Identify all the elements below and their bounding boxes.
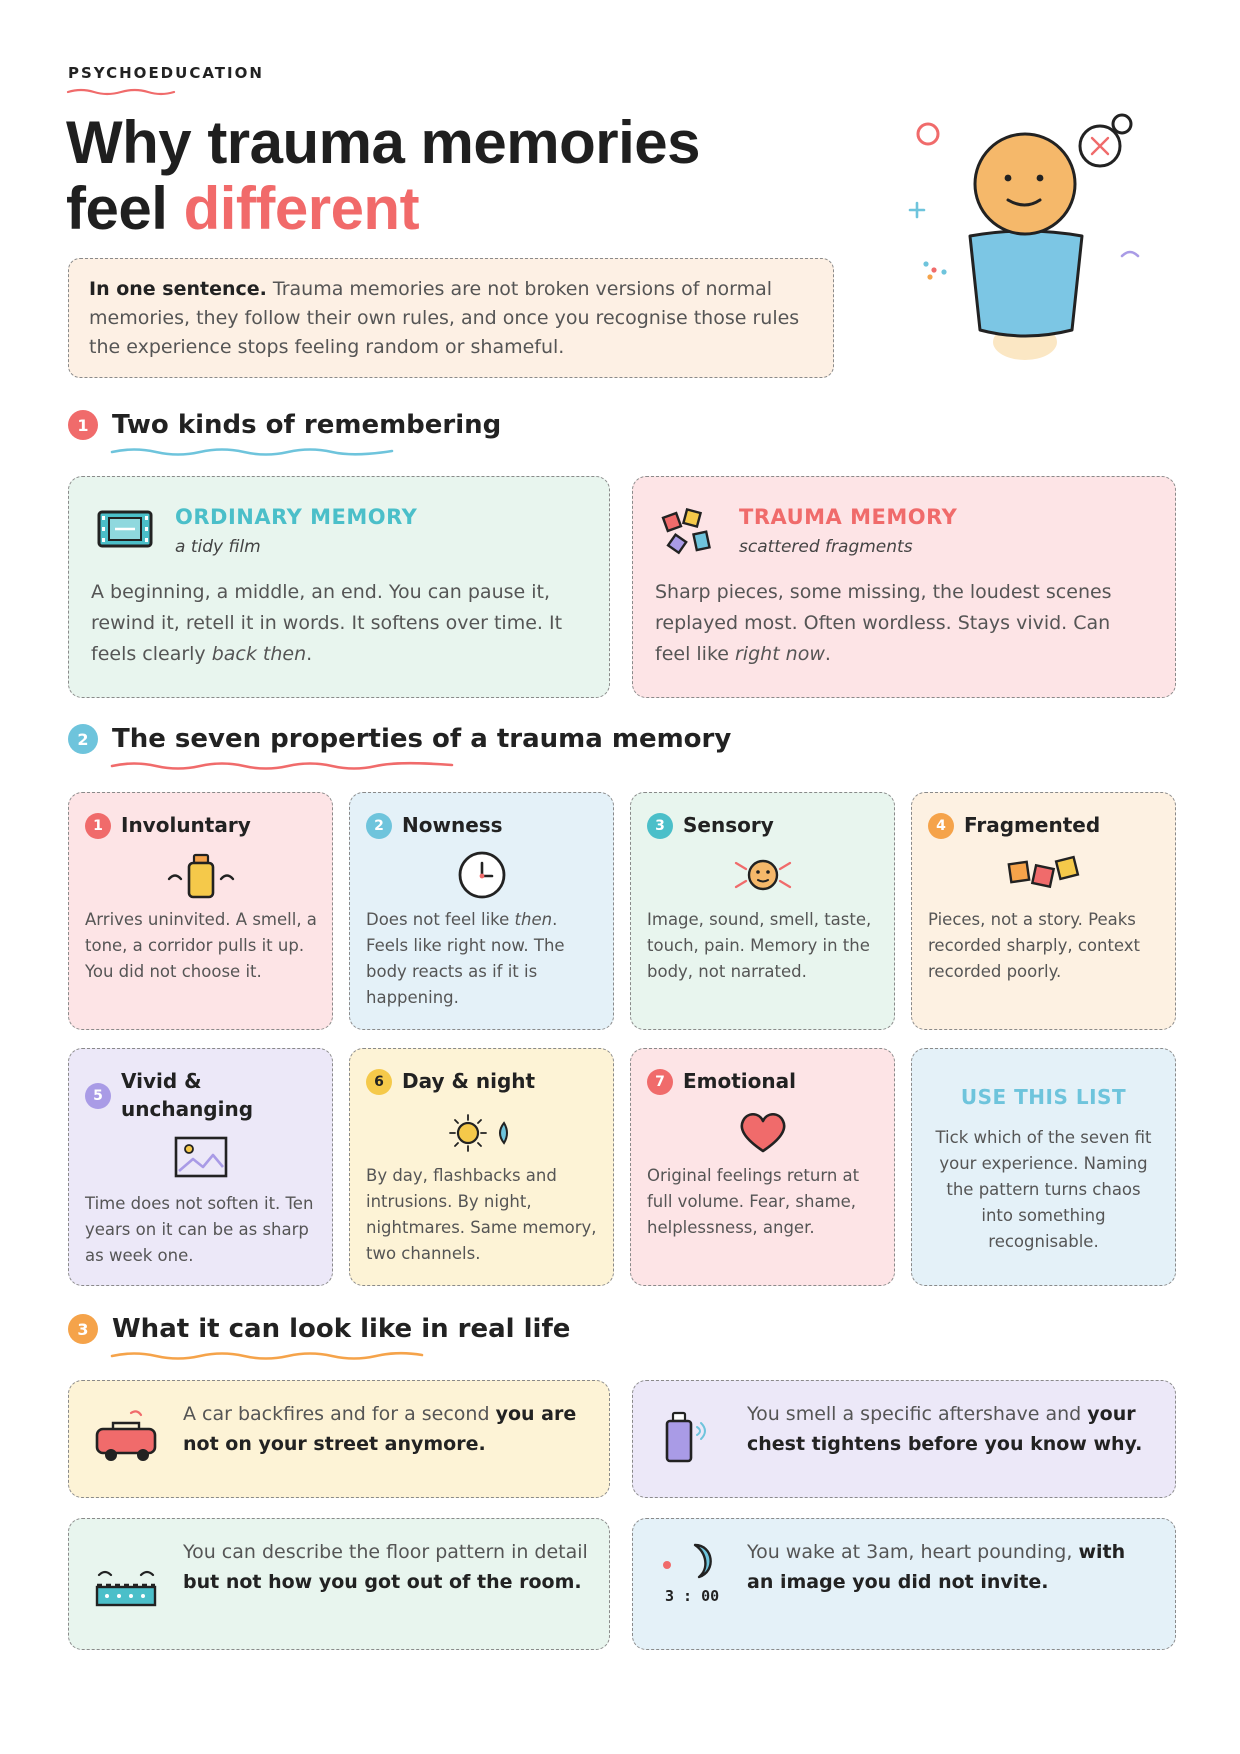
aftershave-icon — [655, 1409, 715, 1469]
property-description — [366, 907, 601, 1011]
trauma-memory-body — [655, 577, 1151, 670]
night-moon-icon — [655, 1539, 725, 1583]
property-card-sensory — [630, 792, 895, 1030]
section-2-underline — [110, 760, 454, 770]
picture-icon — [173, 1135, 229, 1179]
ordinary-memory-title: ORDINARY MEMORY — [175, 505, 418, 529]
example-text — [747, 1399, 1157, 1459]
property-number: 4 — [928, 813, 954, 839]
section-1-number: 1 — [68, 410, 98, 440]
property-number: 1 — [85, 813, 111, 839]
trauma-body-end: . — [824, 643, 831, 665]
trauma-memory-subtitle: scattered fragments — [739, 537, 913, 557]
section-1-header — [68, 410, 501, 440]
summary-text: Trauma memories are not broken versions of normal memories, they follow their own rules, and once you recognise those rules the experience stops feeling random or shameful. — [89, 278, 800, 358]
property-number: 6 — [366, 1069, 392, 1095]
pieces-icon — [1004, 851, 1084, 895]
example-card-aftershave — [632, 1380, 1176, 1498]
property-title: Day & night — [402, 1069, 536, 1093]
ordinary-memory-card — [68, 476, 610, 698]
property-number: 7 — [647, 1069, 673, 1095]
section-3-underline — [110, 1350, 424, 1360]
person-illustration — [880, 110, 1170, 380]
title-line-2 — [66, 176, 826, 242]
example-card-car — [68, 1380, 610, 1498]
film-icon — [97, 509, 153, 549]
section-3-number: 3 — [68, 1314, 98, 1344]
bottle-icon — [159, 851, 243, 901]
section-2-header — [68, 724, 731, 754]
example-plain: A car backfires and for a second — [183, 1403, 496, 1425]
property-description: Original feelings return at full volume. Fear, shame, helplessness, anger. — [647, 1166, 860, 1237]
property-card-emotional — [630, 1048, 895, 1286]
example-plain: You smell a specific aftershave and — [747, 1403, 1088, 1425]
use-list-title: USE THIS LIST — [960, 1085, 1127, 1109]
ordinary-body-end: . — [306, 643, 313, 665]
example-bold: but not how you got out of the room. — [183, 1571, 582, 1593]
property-description: Time does not soften it. Ten years on it can be as sharp as week one. — [85, 1194, 314, 1265]
title-plain: feel — [66, 175, 184, 242]
summary-box — [68, 258, 834, 378]
clock-time-label: 3 : 00 — [665, 1587, 720, 1605]
property-title: Involuntary — [121, 813, 251, 837]
property-card-nowness — [349, 792, 614, 1030]
property-card-vivid — [68, 1048, 333, 1286]
example-card-floor — [68, 1518, 610, 1650]
section-2-number: 2 — [68, 724, 98, 754]
title-accent: different — [183, 175, 420, 242]
sun-moon-icon — [444, 1111, 520, 1155]
property-description: Image, sound, smell, taste, touch, pain. Memory in the body, not narrated. — [647, 910, 872, 981]
floor-pattern-icon — [91, 1563, 161, 1611]
property-title: Emotional — [683, 1069, 796, 1093]
section-3-title: What it can look like in real life — [112, 1314, 571, 1344]
property-title: Vivid & unchanging — [121, 1069, 254, 1121]
ordinary-body-emphasis: back then — [211, 643, 307, 665]
property-title: Fragmented — [964, 813, 1101, 837]
example-bold: you are not on your street anymore. — [183, 1403, 577, 1455]
clock-icon — [456, 849, 508, 901]
eyebrow-underline — [66, 86, 176, 96]
example-text — [183, 1537, 591, 1597]
ordinary-body-text: A beginning, a middle, an end. You can pause it, rewind it, retell it in words. It softens over time. It feels clearly — [91, 581, 563, 665]
property-description: By day, flashbacks and intrusions. By night, nightmares. Same memory, two channels. — [366, 1166, 597, 1263]
trauma-body-emphasis: right now — [735, 643, 825, 665]
face-icon — [728, 849, 798, 901]
trauma-body-text: Sharp pieces, some missing, the loudest scenes replayed most. Often wordless. Stays vivid. Can feel like — [655, 581, 1112, 665]
property-title: Sensory — [683, 813, 774, 837]
title-line-1: Why trauma memories — [66, 109, 701, 176]
nowness-emphasis: then — [514, 910, 553, 929]
example-plain: You wake at 3am, heart pounding, — [747, 1541, 1079, 1563]
property-number: 2 — [366, 813, 392, 839]
nowness-text: Does not feel like — [366, 910, 515, 929]
trauma-memory-title: TRAUMA MEMORY — [739, 505, 958, 529]
car-icon — [91, 1407, 163, 1469]
fragments-icon — [661, 507, 717, 559]
property-card-involuntary — [68, 792, 333, 1030]
ordinary-memory-body — [91, 577, 585, 670]
example-text — [183, 1399, 591, 1459]
trauma-memory-card — [632, 476, 1176, 698]
section-1-underline — [110, 446, 394, 456]
heart-icon — [737, 1109, 789, 1155]
property-title: Nowness — [402, 813, 503, 837]
example-bold: your chest tightens before you know why. — [747, 1403, 1143, 1455]
property-number: 5 — [85, 1083, 111, 1109]
section-2-title: The seven properties of a trauma memory — [112, 724, 732, 754]
property-number: 3 — [647, 813, 673, 839]
section-1-title: Two kinds of remembering — [112, 410, 502, 440]
example-bold: with an image you did not invite. — [747, 1541, 1126, 1593]
property-card-fragmented — [911, 792, 1176, 1030]
page-title — [66, 110, 826, 242]
nowness-text-end: . Feels like right now. The body reacts as if it is happening. — [366, 910, 565, 1007]
use-list-body: Tick which of the seven fit your experience. Naming the pattern turns chaos into something recognisable. — [935, 1128, 1152, 1251]
ordinary-memory-subtitle: a tidy film — [175, 537, 261, 557]
example-plain: You can describe the floor pattern in detail — [183, 1541, 588, 1563]
property-description: Arrives uninvited. A smell, a tone, a corridor pulls it up. You did not choose it. — [85, 910, 317, 981]
summary-lead: In one sentence. — [89, 278, 267, 300]
section-3-header — [68, 1314, 570, 1344]
example-card-night — [632, 1518, 1176, 1650]
property-card-day-night — [349, 1048, 614, 1286]
use-this-list-card — [911, 1048, 1176, 1286]
example-text — [747, 1537, 1157, 1597]
eyebrow-label: PSYCHOEDUCATION — [68, 64, 264, 82]
property-description: Pieces, not a story. Peaks recorded sharply, context recorded poorly. — [928, 910, 1141, 981]
